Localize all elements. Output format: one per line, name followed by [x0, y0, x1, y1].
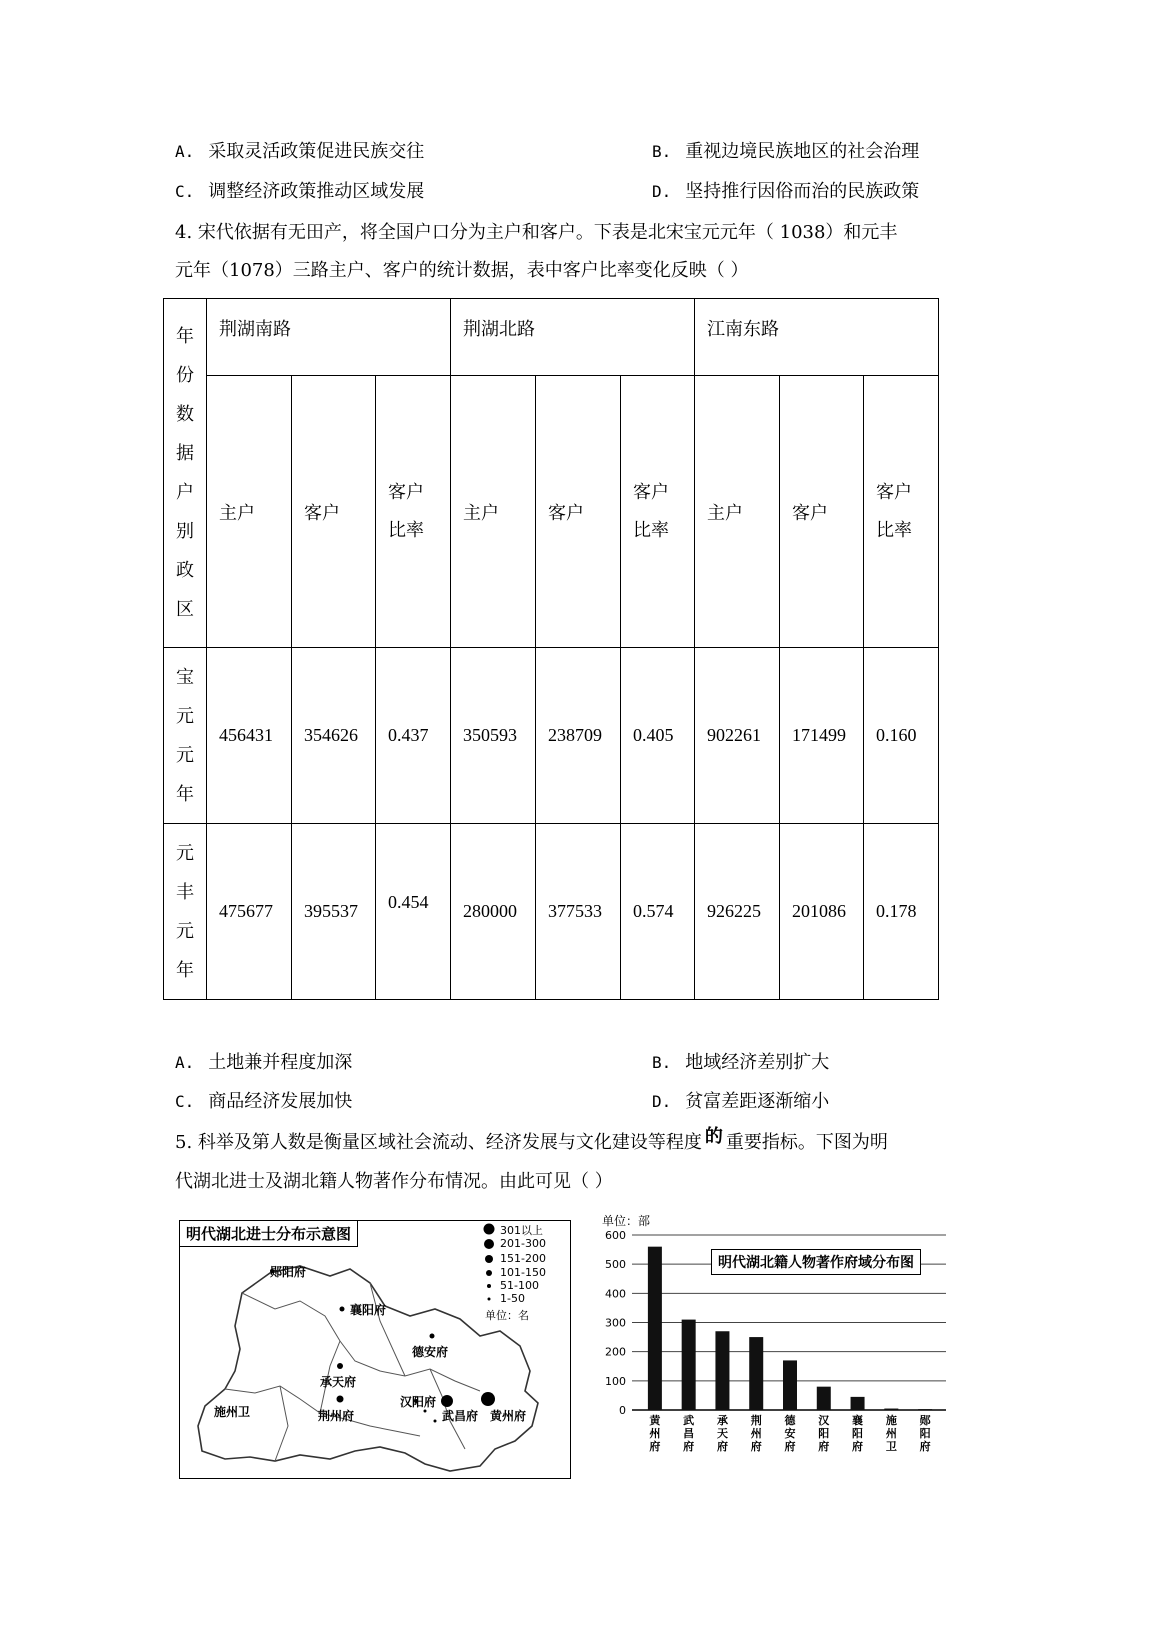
option-text: 土地兼并程度加深: [208, 1052, 353, 1073]
x-tick-label: 郧 阳 府: [919, 1414, 931, 1453]
table-cell: 238709: [536, 648, 621, 824]
region-header: 荆湖南路: [207, 299, 451, 376]
year-cell: 宝 元 元 年: [164, 648, 207, 824]
bar: [749, 1337, 763, 1410]
city-dot: [430, 1334, 435, 1339]
option-text: 地域经济差别扩大: [685, 1052, 830, 1073]
place-label: 汉阳府: [400, 1395, 437, 1409]
city-dot: [481, 1392, 495, 1406]
bar: [783, 1360, 797, 1410]
option-letter: D.: [652, 1092, 672, 1111]
q4-option-d: [652, 1087, 829, 1113]
table-cell: 0.574: [621, 824, 695, 1000]
city-dot: [337, 1396, 344, 1403]
bar: [817, 1387, 831, 1410]
legend-label: 1-50: [500, 1292, 525, 1305]
option-letter: B.: [652, 142, 672, 161]
legend-unit: 单位：名: [485, 1309, 529, 1322]
place-label: 郧阳府: [270, 1265, 307, 1279]
option-text: 坚持推行因俗而治的民族政策: [685, 181, 920, 202]
option-letter: C.: [175, 1092, 195, 1111]
q4-option-a: [175, 1048, 352, 1074]
table-cell: 902261: [695, 648, 780, 824]
table-row: [164, 824, 939, 1000]
legend-dot: [484, 1239, 494, 1249]
q4-option-b: [652, 1048, 829, 1074]
y-tick-label: 0: [619, 1404, 626, 1417]
x-tick-label: 德 安 府: [784, 1414, 796, 1453]
y-tick-label: 200: [605, 1345, 626, 1359]
option-letter: A.: [175, 1053, 195, 1072]
legend-dot: [486, 1270, 492, 1276]
city-dot: [441, 1395, 453, 1407]
prefecture-border: [275, 1386, 288, 1461]
bar: [715, 1331, 729, 1410]
option-letter: C.: [175, 182, 195, 201]
bar: [648, 1247, 662, 1410]
table-row: [164, 648, 939, 824]
table-cell: 0.160: [864, 648, 939, 824]
table-cell: 354626: [292, 648, 376, 824]
city-dot: [340, 1307, 345, 1312]
x-tick-label: 武 昌 府: [683, 1414, 695, 1453]
prefecture-border: [370, 1283, 405, 1376]
option-letter: B.: [652, 1053, 672, 1072]
chart-title: 明代湖北籍人物著作府域分布图: [711, 1249, 921, 1275]
works-bar-chart: [596, 1210, 956, 1490]
jinshi-map-figure: [179, 1220, 571, 1479]
table-cell: 0.454: [376, 824, 451, 1000]
place-label: 襄阳府: [350, 1303, 387, 1317]
q5-stem-line2: 代湖北进士及湖北籍人物著作分布情况。由此可见（ ）: [175, 1171, 613, 1192]
table-cell: 0.178: [864, 824, 939, 1000]
place-label: 荆州府: [318, 1409, 355, 1423]
table-cell: 201086: [780, 824, 864, 1000]
legend-dot: [484, 1224, 495, 1235]
table-cell: 926225: [695, 824, 780, 1000]
column-header: 客户 比率: [621, 376, 695, 648]
option-letter: A.: [175, 142, 195, 161]
legend-dot: [485, 1255, 493, 1263]
column-header: 客户: [780, 376, 864, 648]
q4-stem-line1: 4. 宋代依据有无田产，将全国户口分为主户和客户。下表是北宋宝元元年（ 1038）和元丰: [175, 222, 898, 243]
legend-dot: [488, 1298, 491, 1301]
column-header: 客户: [536, 376, 621, 648]
region-header: 荆湖北路: [451, 299, 695, 376]
table-cell: 0.405: [621, 648, 695, 824]
legend-label: 201-300: [500, 1237, 546, 1250]
place-label: 承天府: [320, 1375, 357, 1389]
table-cell: 350593: [451, 648, 536, 824]
place-label: 施州卫: [214, 1405, 251, 1419]
legend-dot: [487, 1284, 491, 1288]
table-cell: 395537: [292, 824, 376, 1000]
option-text: 采取灵活政策促进民族交往: [208, 141, 425, 162]
option-text: 重视边境民族地区的社会治理: [685, 141, 920, 162]
column-header: 主户: [451, 376, 536, 648]
option-text: 调整经济政策推动区域发展: [208, 181, 425, 202]
column-header: 主户: [695, 376, 780, 648]
y-tick-label: 400: [605, 1287, 626, 1301]
legend-label: 101-150: [500, 1266, 546, 1279]
option-text: 贫富差距逐渐缩小: [685, 1091, 830, 1112]
chart-unit-label: 单位：部: [602, 1214, 651, 1228]
column-header: 客户: [292, 376, 376, 648]
place-label: 武昌府: [442, 1409, 479, 1423]
y-tick-label: 100: [605, 1374, 626, 1388]
household-table: [163, 298, 939, 1000]
table-cell: 377533: [536, 824, 621, 1000]
table-cell: 0.437: [376, 648, 451, 824]
legend-label: 301以上: [500, 1224, 543, 1237]
column-header: 客户 比率: [376, 376, 451, 648]
q3-option-d: [652, 177, 919, 203]
column-header: 客户 比率: [864, 376, 939, 648]
q4-option-c: [175, 1087, 352, 1113]
q4-stem-line2: 元年（1078）三路主户、客户的统计数据，表中客户比率变化反映（ ）: [175, 260, 749, 281]
table-cell: 171499: [780, 648, 864, 824]
x-tick-label: 汉 阳 府: [818, 1414, 830, 1453]
y-tick-label: 300: [605, 1316, 626, 1330]
legend-label: 51-100: [500, 1279, 539, 1292]
table-cell: 280000: [451, 824, 536, 1000]
map-title: 明代湖北进士分布示意图: [179, 1220, 358, 1247]
q3-option-c: [175, 177, 424, 203]
option-text: 商品经济发展加快: [208, 1091, 353, 1112]
x-tick-label: 黄 州 府: [649, 1414, 661, 1453]
x-tick-label: 襄 阳 府: [852, 1414, 864, 1453]
q5-stem-line1: 5. 科举及第人数是衡量区域社会流动、经济发展与文化建设等程度 的 重要指标。下图为明: [175, 1126, 888, 1153]
y-tick-label: 600: [605, 1229, 626, 1242]
x-tick-label: 荆 州 府: [750, 1414, 762, 1453]
x-tick-label: 施 州 卫: [885, 1414, 897, 1453]
x-tick-label: 承 天 府: [716, 1414, 728, 1453]
table-cell: 475677: [207, 824, 292, 1000]
table-cell: 456431: [207, 648, 292, 824]
y-tick-label: 500: [605, 1258, 626, 1272]
place-label: 黄州府: [490, 1409, 527, 1423]
q3-option-b: [652, 137, 919, 163]
city-dot: [337, 1363, 343, 1369]
option-letter: D.: [652, 182, 672, 201]
column-header: 主户: [207, 376, 292, 648]
bar: [682, 1320, 696, 1410]
bar: [918, 1409, 932, 1410]
city-dot: [434, 1420, 437, 1423]
bar: [851, 1397, 865, 1410]
place-label: 德安府: [412, 1345, 449, 1359]
year-cell: 元 丰 元 年: [164, 824, 207, 1000]
q3-option-a: [175, 137, 424, 163]
legend-label: 151-200: [500, 1252, 546, 1265]
region-header: 江南东路: [695, 299, 939, 376]
corner-header: 年 份 数 据 户 别 政 区: [164, 299, 207, 648]
bar: [884, 1409, 898, 1410]
